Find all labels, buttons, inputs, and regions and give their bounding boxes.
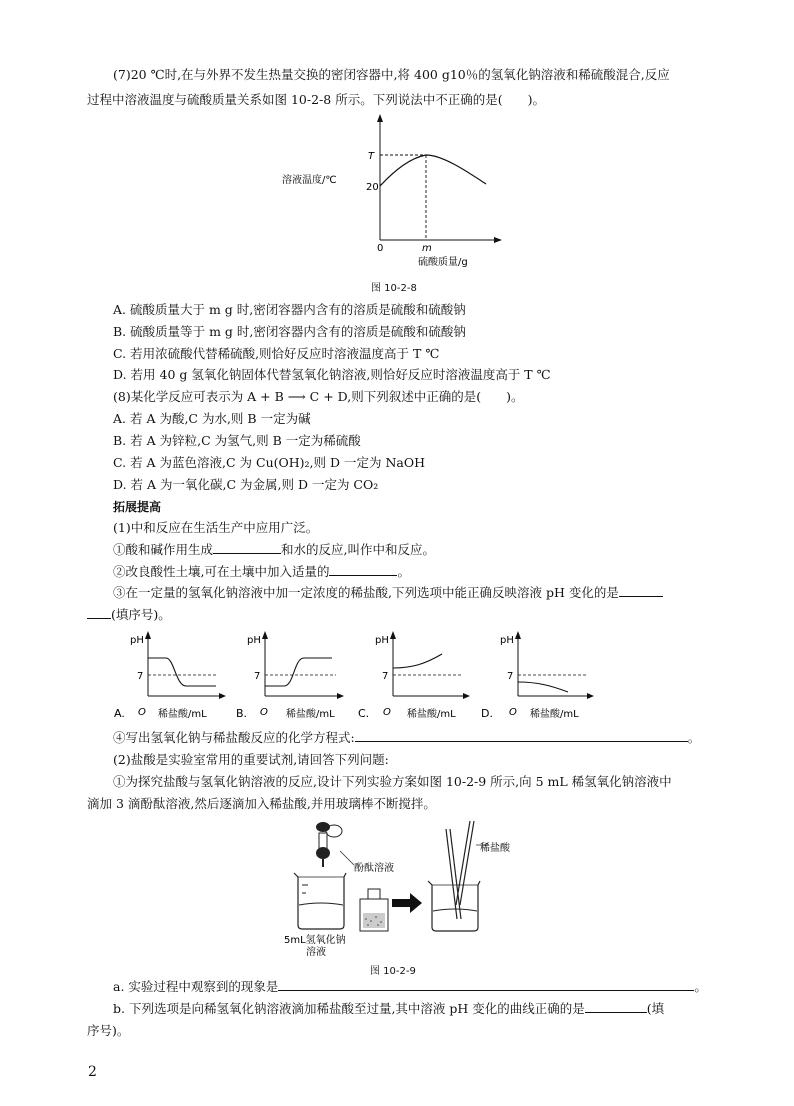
fig-T-label: T (368, 151, 375, 162)
fig-label-hcl: 稀盐酸 (480, 843, 510, 854)
answer-blank[interactable] (213, 541, 281, 554)
fig-label-naoh: 5mL氢氧化钠 (284, 935, 346, 946)
ext-item4 (113, 729, 700, 747)
graph-b-7: 7 (254, 671, 261, 682)
ext-item-a (113, 978, 707, 996)
ph-graph-c (358, 631, 470, 720)
ext-part2: (2)盐酸是实验室常用的重要试剂,请回答下列问题: (113, 752, 389, 767)
ext-item5-line2: 滴加 3 滴酚酞溶液,然后逐滴加入稀盐酸,并用玻璃棒不断搅拌。 (87, 796, 436, 811)
q8-option-c: C. 若 A 为蓝色溶液,C 为 Cu(OH)₂,则 D 一定为 NaOH (113, 455, 426, 470)
ph-graph-a (114, 631, 226, 720)
ph-graphs (100, 628, 620, 724)
graph-b-ylabel: pH (247, 635, 261, 646)
ext-item1 (113, 541, 435, 559)
ph-graph-b (236, 631, 344, 720)
ph-graph-d (481, 631, 594, 720)
ext-item4-text: ④写出氢氧化钠与稀盐酸反应的化学方程式: (113, 730, 355, 745)
ext-item-a-end: 。 (694, 979, 707, 994)
answer-blank[interactable] (278, 978, 694, 991)
ext-item3-end: (填序号)。 (111, 607, 171, 622)
ext-item-b-text: b. 下列选项是向稀氢氧化钠溶液滴加稀盐酸至过量,其中溶液 pH 变化的曲线正确的是 (113, 1001, 585, 1016)
graph-c-xlabel: 稀盐酸/mL (407, 709, 456, 720)
ext-item3-line2 (87, 606, 171, 624)
figure-caption-10-2-9: 图 10-2-9 (370, 966, 416, 977)
graph-a-ylabel: pH (130, 635, 144, 646)
fig-ylabel: 溶液温度/℃ (282, 175, 337, 186)
ext-item-b-line1 (113, 1000, 664, 1018)
ext-item2-before: ②改良酸性土壤,可在土壤中加入适量的 (113, 564, 330, 579)
ext-item1-before: ①酸和碱作用生成 (113, 542, 214, 557)
graph-c-origin: O (383, 707, 391, 718)
graph-b-xlabel: 稀盐酸/mL (286, 709, 335, 720)
arrow-right-icon (392, 893, 422, 913)
fig-m-label: m (422, 243, 432, 254)
fig-label-naoh-2: 溶液 (306, 947, 326, 958)
ext-item3-text: ③在一定量的氢氧化钠溶液中加一定浓度的稀盐酸,下列选项中能正确反映溶液 pH 变化的是 (113, 585, 619, 600)
q7-option-b: B. 硫酸质量等于 m g 时,密闭容器内含有的溶质是硫酸和硫酸钠 (113, 324, 466, 339)
ext-item1-after: 和水的反应,叫作中和反应。 (281, 542, 435, 557)
fig-xlabel: 硫酸质量/g (418, 257, 468, 268)
q7-stem-line2: 过程中溶液温度与硫酸质量关系如图 10-2-8 所示。下列说法中不正确的是( )。 (87, 92, 545, 107)
q7-stem-line1: (7)20 ℃时,在与外界不发生热量交换的密闭容器中,将 400 g10％的氢氧化钠溶液和稀硫酸混合,反应 (113, 67, 670, 82)
ext-item5-line1: ①为探究盐酸与氢氧化钠溶液的反应,设计下列实验方案如图 10-2-9 所示,向 5 mL 稀氢氧化钠溶液中 (113, 774, 672, 789)
graph-d-origin: O (509, 707, 517, 718)
ext-item2 (113, 563, 410, 581)
answer-blank[interactable] (355, 729, 688, 742)
graph-c-7: 7 (382, 671, 389, 682)
graph-b-origin: O (260, 707, 268, 718)
graph-a-letter: A. (114, 707, 125, 720)
answer-blank-continued[interactable] (87, 606, 111, 619)
ext-item-b-tail: (填 (646, 1001, 665, 1016)
dropper-icon (316, 822, 342, 867)
page-number: 2 (88, 1064, 97, 1080)
ext-item-b-line2: 序号)。 (87, 1023, 130, 1038)
beaker-naoh-icon (294, 873, 346, 929)
graph-c-letter: C. (358, 707, 370, 720)
graph-d-ylabel: pH (500, 635, 514, 646)
q8-option-b: B. 若 A 为锌粒,C 为氢气,则 B 一定为稀硫酸 (113, 433, 361, 448)
section-heading: 拓展提高 (113, 500, 162, 514)
graph-c-ylabel: pH (375, 635, 389, 646)
q7-option-c: C. 若用浓硫酸代替稀硫酸,则恰好反应时溶液温度高于 T ℃ (113, 346, 440, 361)
ext-part1: (1)中和反应在生活生产中应用广泛。 (113, 520, 319, 535)
answer-blank[interactable] (329, 563, 397, 576)
phenolphthalein-bottle-icon (360, 889, 388, 931)
fig-20-label: 20 (366, 182, 379, 193)
q8-option-a: A. 若 A 为酸,C 为水,则 B 一定为碱 (113, 411, 311, 426)
ext-item4-end: 。 (687, 730, 701, 745)
graph-d-xlabel: 稀盐酸/mL (530, 709, 579, 720)
q7-option-a: A. 硫酸质量大于 m g 时,密闭容器内含有的溶质是硫酸和硫酸钠 (113, 302, 466, 317)
q7-option-d: D. 若用 40 g 氢氧化钠固体代替氢氧化钠溶液,则恰好反应时溶液温度高于 T ℃ (113, 367, 551, 382)
answer-blank[interactable] (585, 1000, 647, 1013)
graph-d-letter: D. (481, 707, 493, 720)
fig-label-phenolphthalein: 酚酞溶液 (354, 863, 394, 874)
q8-option-d: D. 若 A 为一氧化碳,C 为金属,则 D 一定为 CO₂ (113, 477, 379, 492)
beaker-mixing-icon (428, 821, 488, 931)
figure-caption-10-2-8: 图 10-2-8 (371, 283, 417, 294)
graph-d-7: 7 (507, 671, 514, 682)
ext-item3-line1 (113, 584, 663, 602)
q8-stem: (8)某化学反应可表示为 A + B ⟶ C + D,则下列叙述中正确的是( )。 (113, 389, 524, 404)
fig-origin: 0 (377, 243, 384, 254)
ext-item2-after: 。 (397, 564, 410, 579)
figure-10-2-8 (270, 112, 510, 282)
answer-blank[interactable] (619, 584, 663, 597)
ext-item-a-text: a. 实验过程中观察到的现象是 (113, 979, 279, 994)
graph-b-letter: B. (236, 707, 248, 720)
figure-10-2-9 (270, 815, 530, 960)
graph-a-7: 7 (137, 671, 144, 682)
graph-a-xlabel: 稀盐酸/mL (158, 709, 207, 720)
graph-a-origin: O (138, 707, 146, 718)
